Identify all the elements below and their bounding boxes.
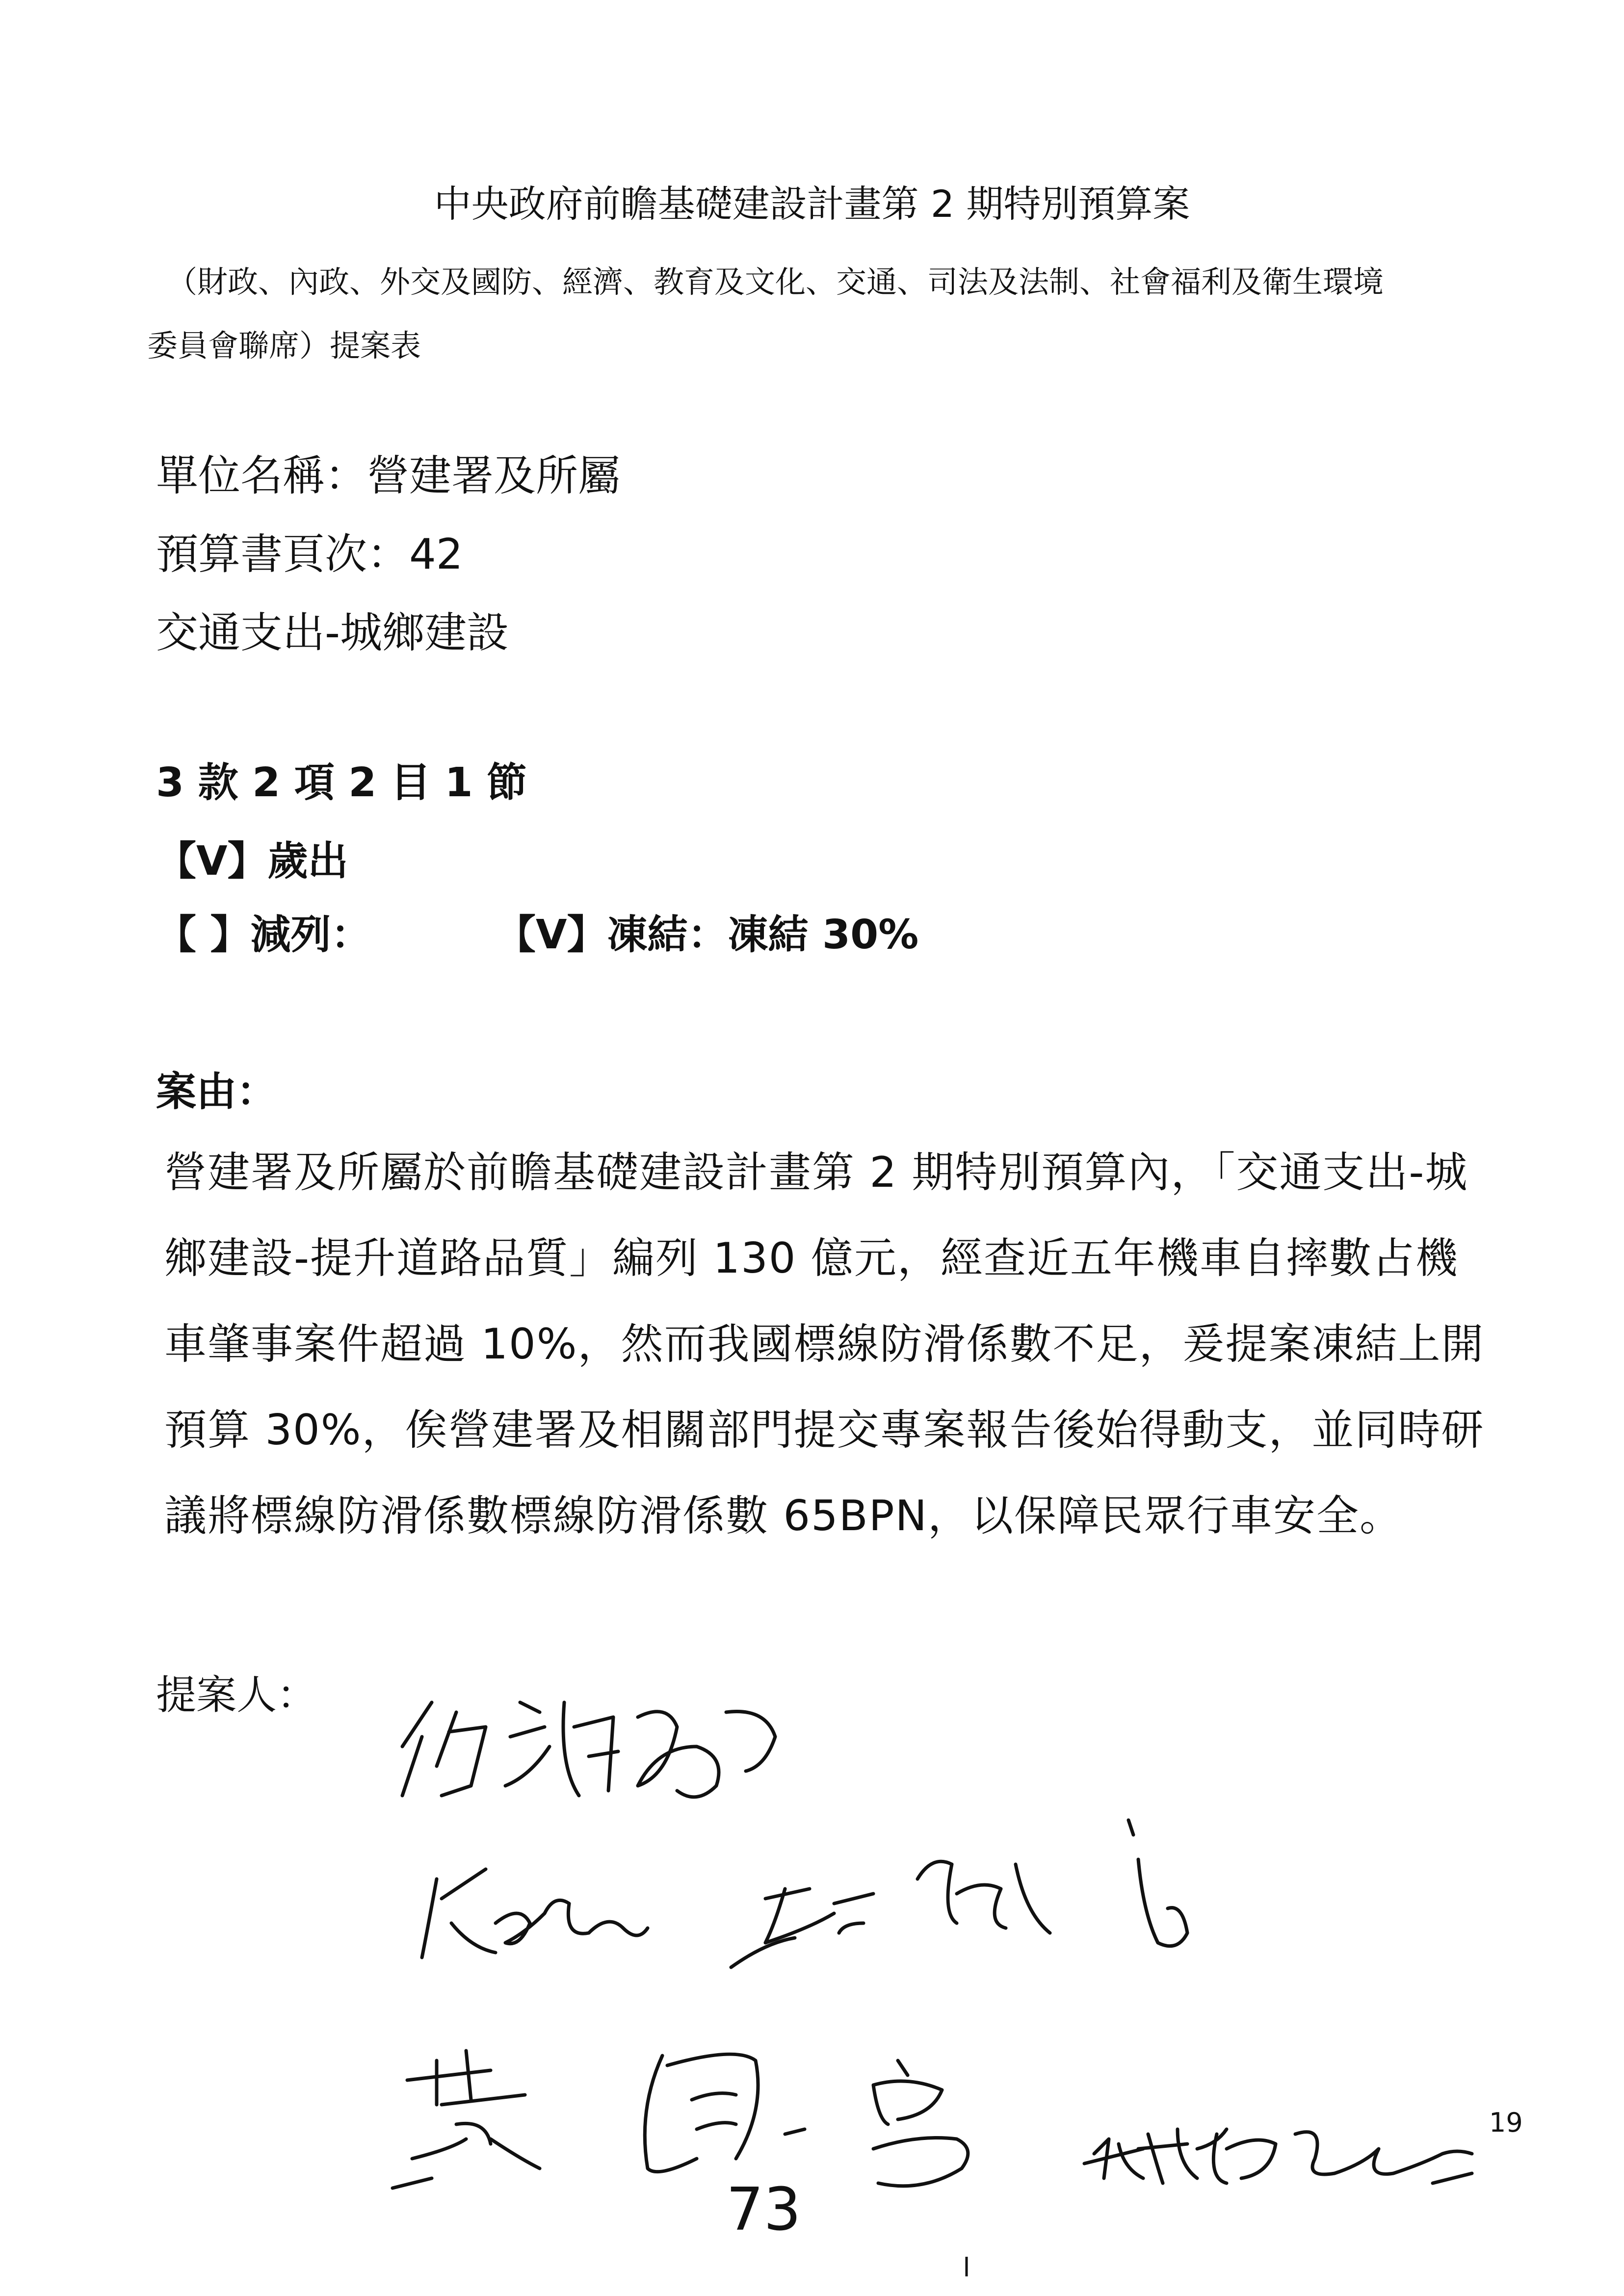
reduce-check: 【 】減列：: [156, 912, 371, 958]
freeze-check: 【V】凍結：凍結 30%: [496, 912, 919, 958]
signature-2: [422, 1820, 1187, 1967]
unit-name: 單位名稱：營建署及所屬: [156, 451, 620, 500]
expenditure-check: 【V】歲出: [156, 838, 348, 885]
handwritten-corner-number: 19: [1489, 2107, 1523, 2138]
reason-line: 營建署及所屬於前瞻基礎建設計畫第 2 期特別預算內，「交通支出-城: [164, 1148, 1468, 1197]
budget-category: 交通支出-城鄉建設: [156, 608, 509, 657]
reason-line: 議將標線防滑係數標線防滑係數 65BPN，以保障民眾行車安全。: [164, 1491, 1403, 1540]
budget-section-code: 3 款 2 項 2 目 1 節: [156, 759, 527, 806]
reason-line: 預算 30%，俟營建署及相關部門提交專案報告後始得動支，並同時研: [164, 1406, 1485, 1455]
reason-label: 案由：: [156, 1069, 277, 1115]
document-title: 中央政府前瞻基礎建設計畫第 2 期特別預算案: [434, 182, 1190, 226]
committee-subtitle-line-2: 委員會聯席）提案表: [147, 328, 421, 364]
signature-1: [402, 1702, 775, 1797]
committee-subtitle-line-1: （財政、內政、外交及國防、經濟、教育及文化、交通、司法及法制、社會福利及衛生環境: [167, 264, 1384, 300]
signature-3: [393, 2051, 1472, 2188]
reason-line: 車肇事案件超過 10%，然而我國標線防滑係數不足，爰提案凍結上開: [164, 1320, 1485, 1369]
reason-line: 鄉建設-提升道路品質」編列 130 億元，經查近五年機車自摔數占機: [164, 1234, 1459, 1283]
proposer-label: 提案人：: [156, 1672, 317, 1719]
handwritten-page-number: 73: [726, 2176, 801, 2244]
budget-page: 預算書頁次：42: [156, 530, 463, 579]
